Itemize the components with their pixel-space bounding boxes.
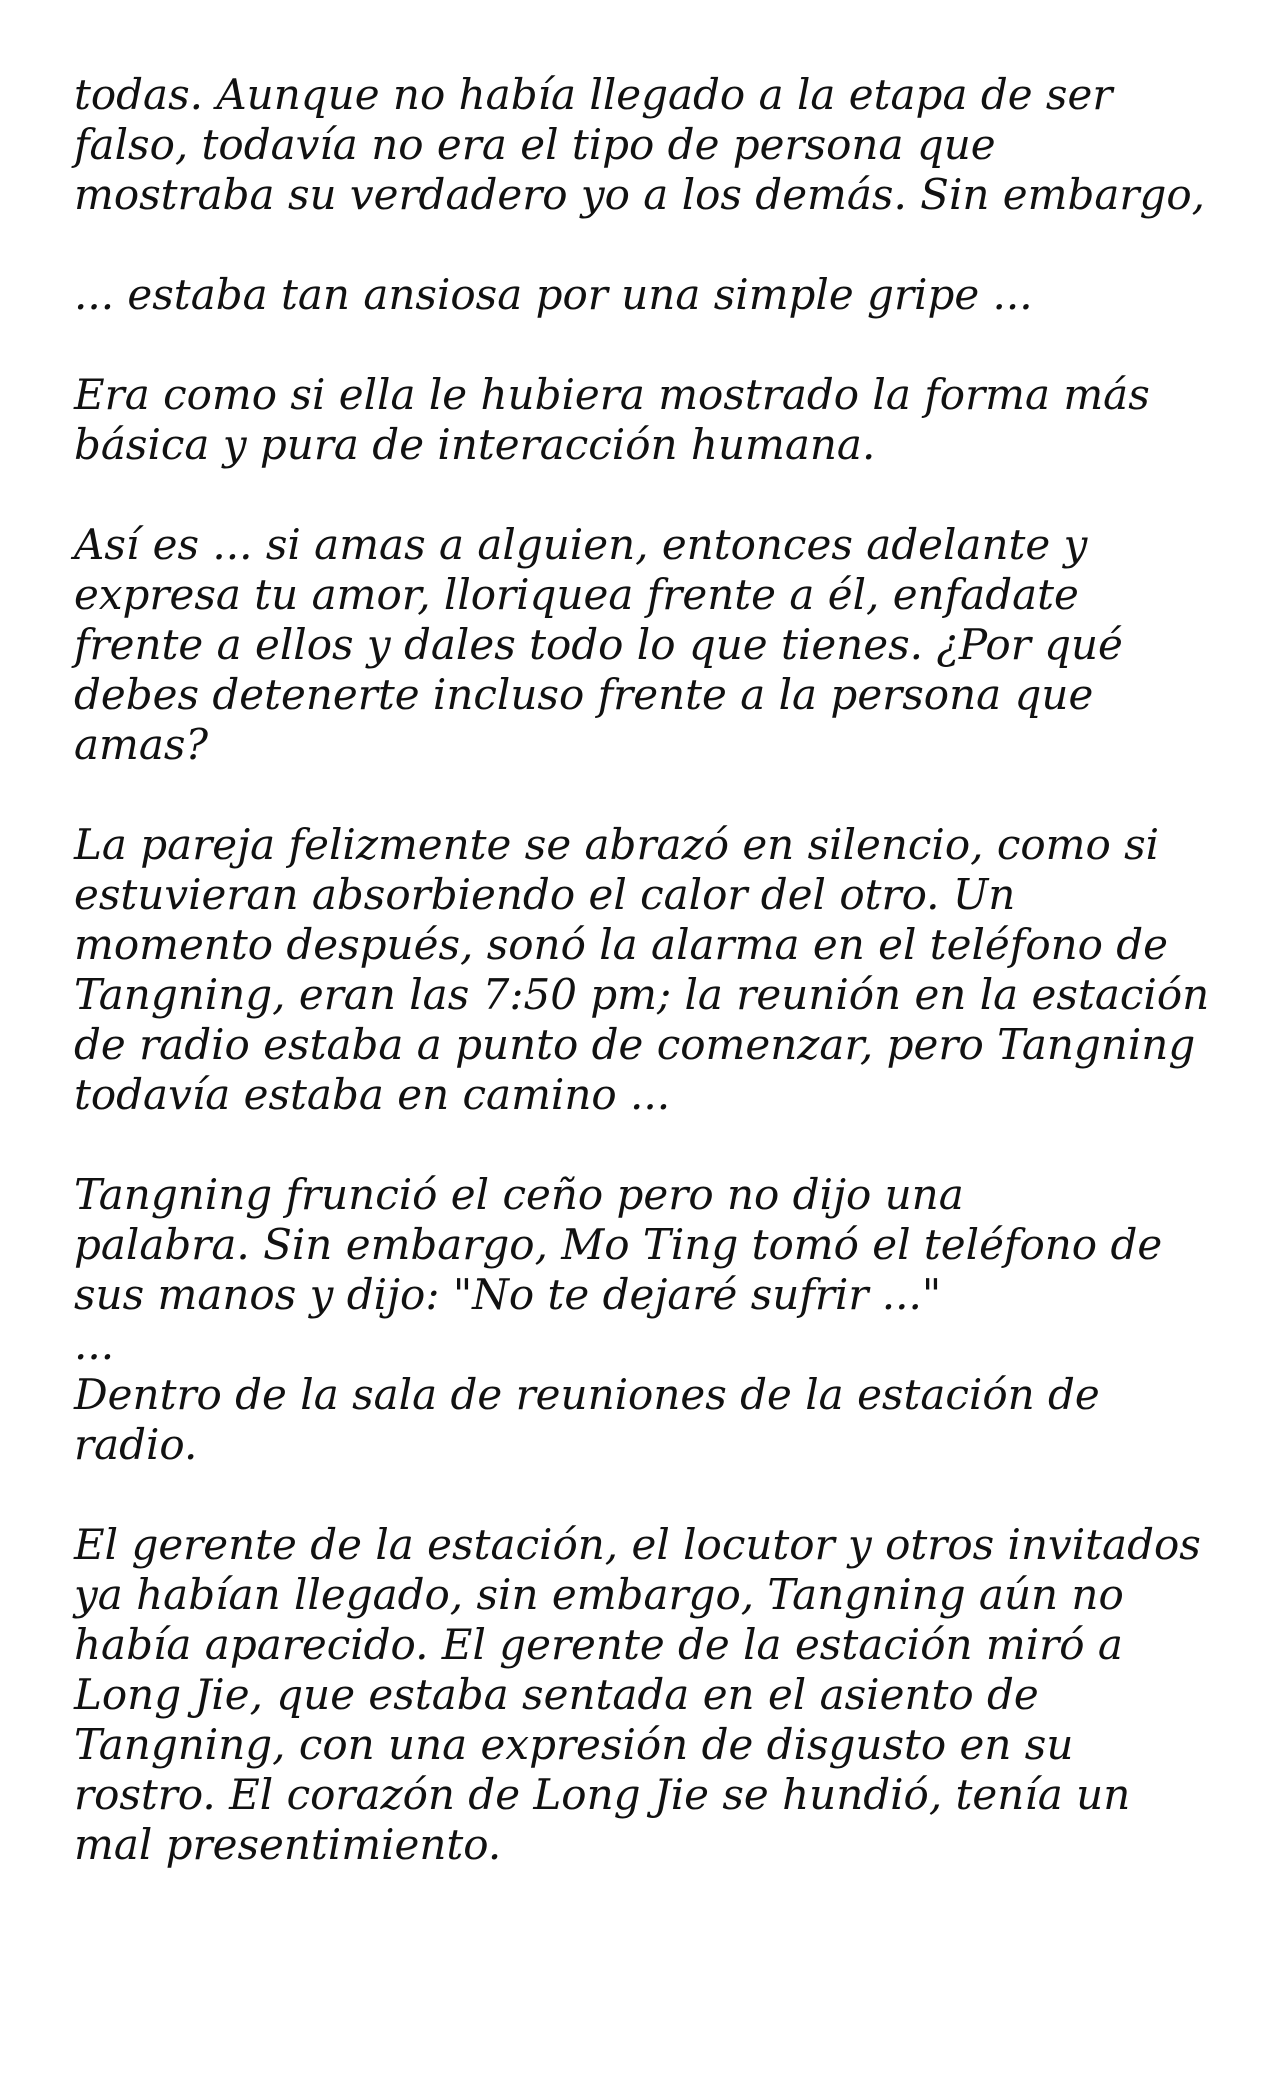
paragraph-2 bbox=[74, 270, 1224, 320]
text-line: momento después, sonó la alarma en el teléfono de bbox=[74, 920, 1169, 969]
text-line: Tangning, eran las 7:50 pm; la reunión en la estación bbox=[74, 970, 1210, 1019]
text-line: palabra. Sin embargo, Mo Ting tomó el teléfono de bbox=[74, 1220, 1163, 1269]
text-line: amas? bbox=[74, 720, 208, 769]
text-line: ... estaba tan ansiosa por una simple gripe ... bbox=[74, 270, 1033, 319]
text-line: todas. Aunque no había llegado a la etapa de ser bbox=[74, 70, 1113, 119]
text-line: ya habían llegado, sin embargo, Tangning aún no bbox=[74, 1570, 1124, 1619]
text-line: falso, todavía no era el tipo de persona que bbox=[74, 120, 996, 169]
text-line: La pareja felizmente se abrazó en silencio, como si bbox=[74, 820, 1160, 869]
paragraph-gap bbox=[74, 770, 1224, 820]
paragraph-6 bbox=[74, 1170, 1224, 1470]
paragraph-5 bbox=[74, 820, 1224, 1120]
paragraph-gap bbox=[74, 320, 1224, 370]
text-line: estuvieran absorbiendo el calor del otro. Un bbox=[74, 870, 1016, 919]
paragraph-gap bbox=[74, 470, 1224, 520]
text-line: todavía estaba en camino ... bbox=[74, 1070, 671, 1119]
text-line: básica y pura de interacción humana. bbox=[74, 420, 876, 469]
paragraph-3 bbox=[74, 370, 1224, 470]
text-line: Así es ... si amas a alguien, entonces adelante y bbox=[74, 520, 1088, 569]
paragraph-7 bbox=[74, 1520, 1224, 1870]
text-line: mostraba su verdadero yo a los demás. Sin embargo, bbox=[74, 170, 1205, 219]
text-line: debes detenerte incluso frente a la persona que bbox=[74, 670, 1094, 719]
text-line: Era como si ella le hubiera mostrado la forma más bbox=[74, 370, 1150, 419]
paragraph-gap bbox=[74, 220, 1224, 270]
paragraph-4 bbox=[74, 520, 1224, 770]
paragraph-1 bbox=[74, 70, 1224, 220]
document-page bbox=[74, 70, 1224, 1870]
text-line: Tangning, con una expresión de disgusto en su bbox=[74, 1720, 1074, 1769]
text-line: ... bbox=[74, 1320, 115, 1369]
text-line: El gerente de la estación, el locutor y otros invitados bbox=[74, 1520, 1201, 1569]
text-line: rostro. El corazón de Long Jie se hundió, tenía un bbox=[74, 1770, 1131, 1819]
text-line: radio. bbox=[74, 1420, 198, 1469]
text-line: había aparecido. El gerente de la estación miró a bbox=[74, 1620, 1123, 1669]
text-line: frente a ellos y dales todo lo que tienes. ¿Por qué bbox=[74, 620, 1123, 669]
text-line: expresa tu amor, lloriquea frente a él, enfadate bbox=[74, 570, 1079, 619]
text-line: Long Jie, que estaba sentada en el asiento de bbox=[74, 1670, 1039, 1719]
paragraph-gap bbox=[74, 1470, 1224, 1520]
text-line: Dentro de la sala de reuniones de la estación de bbox=[74, 1370, 1100, 1419]
text-line: mal presentimiento. bbox=[74, 1820, 502, 1869]
text-line: de radio estaba a punto de comenzar, pero Tangning bbox=[74, 1020, 1196, 1069]
text-line: Tangning frunció el ceño pero no dijo una bbox=[74, 1170, 964, 1219]
paragraph-gap bbox=[74, 1120, 1224, 1170]
text-line: sus manos y dijo: "No te dejaré sufrir ..." bbox=[74, 1270, 942, 1319]
